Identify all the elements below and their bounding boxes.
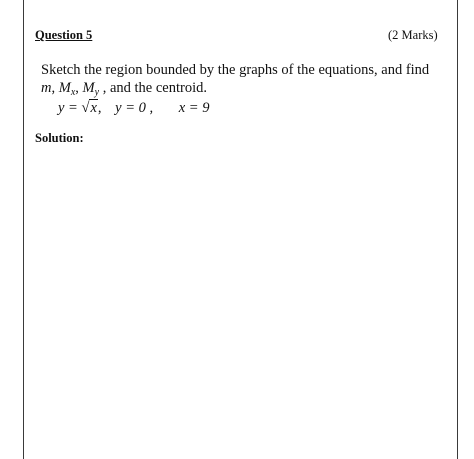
prompt-line-2 (41, 80, 207, 97)
prompt-line-1: Sketch the region bounded by the graphs of the equations, and find (41, 62, 430, 78)
separator-comma: , (75, 80, 83, 96)
sqrt-expression (81, 100, 97, 117)
radical-sign: √ (81, 100, 90, 116)
page-left-border (23, 0, 24, 459)
equation-sqrt (58, 100, 102, 117)
equation-x-nine: x = 9 (178, 100, 210, 116)
moment-x-subscript: x (70, 87, 76, 98)
prompt-line-2-rest: , and the centroid. (99, 80, 207, 96)
moment-x-base: M (58, 80, 71, 96)
equation-separator: , (97, 100, 102, 116)
moment-y-subscript: y (94, 87, 100, 98)
radicand: x (90, 100, 97, 116)
equation-sqrt-lhs: y = (58, 100, 82, 116)
solution-label: Solution: (35, 131, 84, 145)
equations-line (58, 100, 209, 117)
page-right-border (457, 0, 458, 459)
separator-comma: , (51, 80, 59, 96)
mass-symbol: m (41, 80, 52, 96)
question-title: Question 5 (35, 28, 93, 42)
question-marks: (2 Marks) (388, 28, 438, 42)
moment-y-base: M (82, 80, 95, 96)
equation-y-zero: y = 0 , (115, 100, 154, 116)
